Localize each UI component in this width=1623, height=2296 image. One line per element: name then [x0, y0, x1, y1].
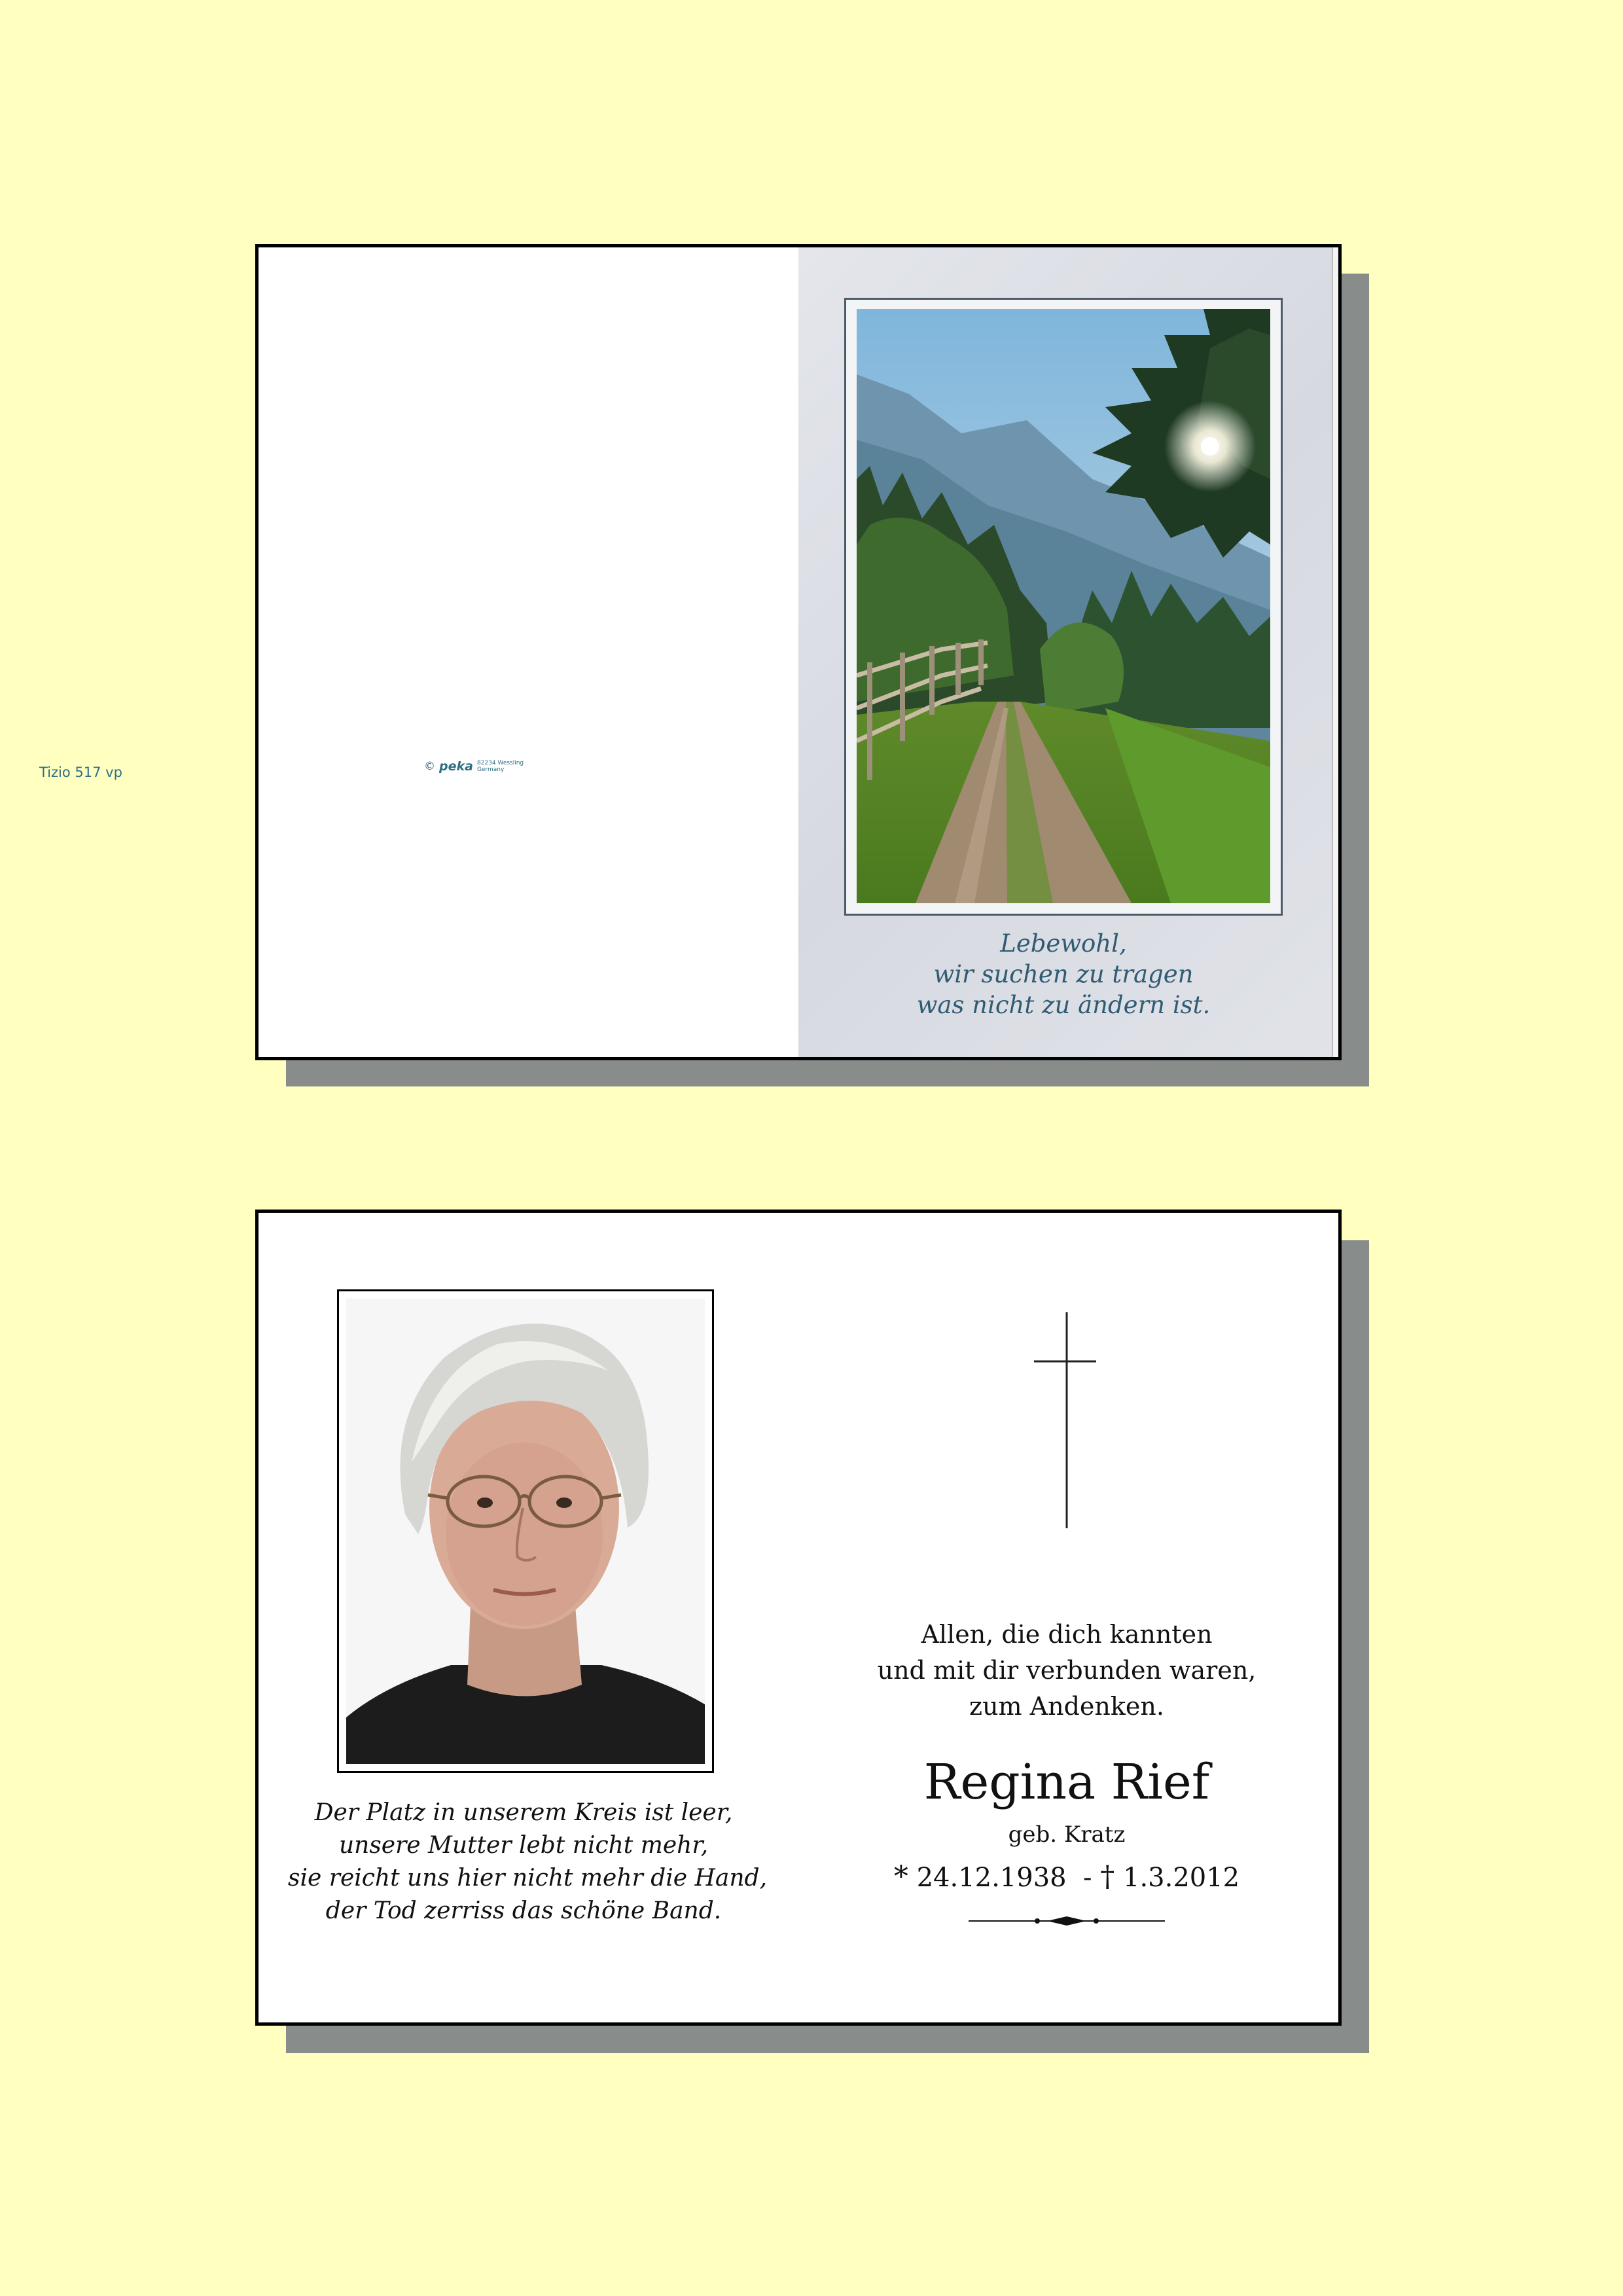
birth-date: 24.12.1938 — [916, 1863, 1067, 1893]
verse-line: Der Platz in unserem Kreis ist leer, — [314, 1799, 733, 1826]
dedication-line: zum Andenken. — [969, 1692, 1164, 1721]
product-code: Tizio 517 vp — [39, 764, 122, 780]
birth-symbol: * — [893, 1860, 908, 1893]
card-fold-edge — [1332, 247, 1338, 1057]
verse-line: wir suchen zu tragen — [933, 960, 1194, 988]
dedication-line: Allen, die dich kannten — [921, 1620, 1213, 1649]
life-dates — [838, 1860, 1296, 1893]
portrait-image — [346, 1299, 705, 1764]
dedication-text — [838, 1617, 1296, 1725]
memorial-verse — [288, 1797, 768, 1928]
verse-line: sie reicht uns hier nicht mehr die Hand, — [288, 1865, 768, 1892]
portrait-photo — [346, 1299, 705, 1764]
verse-line: der Tod zerriss das schöne Band. — [325, 1897, 722, 1924]
verse-line: Lebewohl, — [1000, 929, 1127, 958]
deceased-name: Regina Rief — [923, 1754, 1210, 1810]
death-symbol: † — [1100, 1860, 1115, 1893]
ornament-divider — [969, 1914, 1165, 1928]
farewell-verse — [851, 928, 1276, 1020]
publisher-address-line: Germany — [476, 766, 505, 773]
publisher-brand: peka — [439, 759, 473, 774]
landscape-photo-frame — [844, 298, 1283, 916]
verse-line: unsere Mutter lebt nicht mehr, — [338, 1832, 709, 1859]
death-date: 1.3.2012 — [1123, 1863, 1240, 1893]
verse-line: was nicht zu ändern ist. — [916, 991, 1211, 1019]
copyright-symbol: © — [424, 760, 435, 773]
date-separator: - — [1083, 1863, 1092, 1893]
landscape-photo — [857, 309, 1270, 903]
publisher-mark — [424, 759, 524, 774]
maiden-name: geb. Kratz — [1008, 1821, 1126, 1848]
card-back-panel — [259, 247, 798, 1057]
publisher-address-line: 82234 Wessling — [476, 760, 524, 766]
publisher-address — [477, 760, 524, 773]
portrait-frame — [337, 1289, 714, 1773]
dedication-line: und mit dir verbunden waren, — [877, 1656, 1257, 1685]
forest-path-image — [857, 309, 1270, 903]
latin-cross-icon — [1031, 1312, 1096, 1528]
